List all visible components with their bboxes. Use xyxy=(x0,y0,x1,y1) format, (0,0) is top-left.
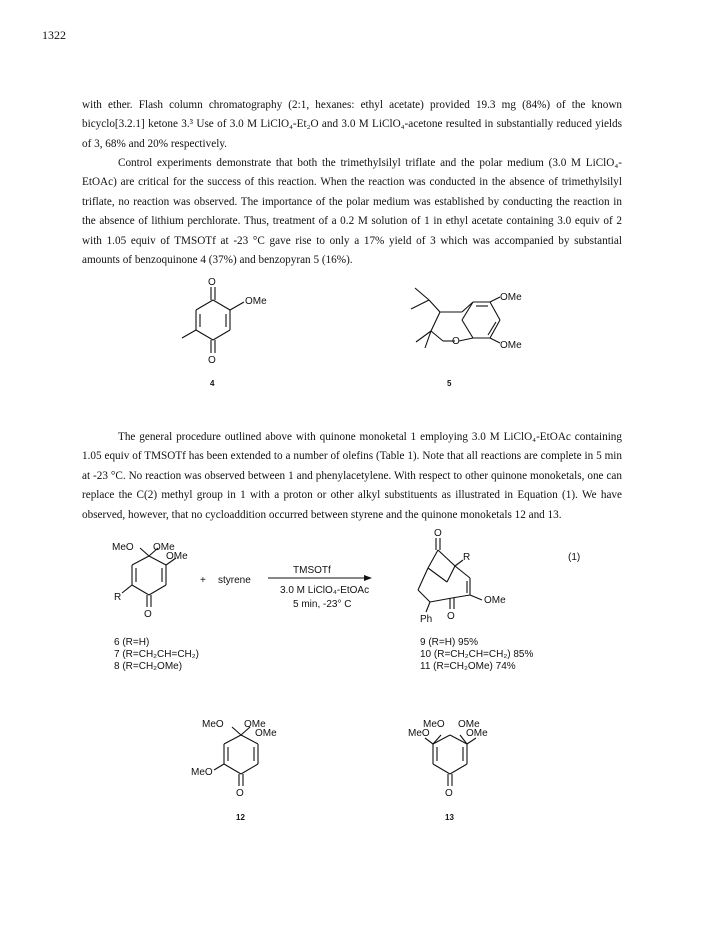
paragraph-1: with ether. Flash column chromatography (2:1, hexanes: ethyl acetate) provided 19.3 mg (84%) of the known bicyclo[3.2.1] ketone 3.³ Use of 3.0 M LiClO₄-Et₂O and 3.0 M LiClO₄-acetone resulted in substantially reduced yields of 3, 68% and 20% respectively. xyxy=(82,99,622,150)
c13-ome-1: OMe xyxy=(458,719,480,730)
c13-meo-2: MeO xyxy=(408,728,430,739)
c5-ome-top: OMe xyxy=(500,292,522,303)
c13-oxygen: O xyxy=(445,788,453,799)
compound-13-number: 13 xyxy=(445,813,454,822)
substrate-8: 8 (R=CH₂OMe) xyxy=(114,661,183,672)
c12-ome-1: OMe xyxy=(244,719,266,730)
reagent-tmsotf: TMSOTf xyxy=(293,565,331,576)
eq-prod-oxygen: O xyxy=(447,611,455,622)
eq-prod-r: R xyxy=(463,552,471,563)
compound-4-number: 4 xyxy=(210,379,215,388)
eq-sm-ome-2: OMe xyxy=(166,551,188,562)
eq-sm-r: R xyxy=(114,592,122,603)
page-number: 1322 xyxy=(42,28,66,42)
product-9: 9 (R=H) 95% xyxy=(420,637,479,648)
arrow-head xyxy=(364,575,372,581)
c5-ring-oxygen: O xyxy=(452,336,460,347)
compound-4-structure xyxy=(182,287,244,353)
paragraph-3: The general procedure outlined above with quinone monoketal 1 employing 3.0 M LiClO₄-EtOAc containing 1.05 equiv of TMSOTf has been extended to a number of olefins (Table 1). Note that all reactions are complete in 5 min at -23 °C. No reaction was observed between 1 and phenylacetylene. With respect to other quinone monoketals, one can replace the C(2) methyl group in 1 with a proton or other alkyl substituents as illustrated in Equation (1). We have observed, however, that no cycloaddition occurred between styrene and the quinone monoketals 12 and 13. xyxy=(82,431,622,521)
c4-ome: OMe xyxy=(245,296,267,307)
c13-ome-2: OMe xyxy=(466,728,488,739)
c4-bottom-oxygen: O xyxy=(208,355,216,366)
compound-12-number: 12 xyxy=(236,813,245,822)
plus-sign: + xyxy=(200,575,206,586)
bicyclo-product-structure xyxy=(418,538,482,612)
styrene-label: styrene xyxy=(218,575,251,586)
compound-5-number: 5 xyxy=(447,379,452,388)
eq-sm-meo: MeO xyxy=(112,542,134,553)
c12-ome-2: OMe xyxy=(255,728,277,739)
c12-meo-ring: MeO xyxy=(191,767,213,778)
eq-prod-ome: OMe xyxy=(484,595,506,606)
substrate-6: 6 (R=H) xyxy=(114,637,150,648)
condition-time-temp: 5 min, -23° C xyxy=(293,599,352,610)
compound-12-structure xyxy=(214,727,258,786)
equation-number: (1) xyxy=(568,552,581,563)
condition-solvent: 3.0 M LiClO₄-EtOAc xyxy=(280,585,370,596)
product-11: 11 (R=CH₂OMe) 74% xyxy=(420,661,516,672)
compound-13-structure xyxy=(425,735,476,786)
c12-meo: MeO xyxy=(202,719,224,730)
eq-prod-ph: Ph xyxy=(420,614,433,625)
c12-oxygen: O xyxy=(236,788,244,799)
substrate-7: 7 (R=CH₂CH=CH₂) xyxy=(114,649,199,660)
eq-sm-ome-1: OMe xyxy=(153,542,175,553)
eq-sm-oxygen: O xyxy=(144,609,152,620)
product-10: 10 (R=CH₂CH=CH₂) 85% xyxy=(420,649,534,660)
eq-prod-bridge-oxygen: O xyxy=(434,528,442,539)
paragraph-2: Control experiments demonstrate that both the trimethylsilyl triflate and the polar medium (3.0 M LiClO₄-EtOAc) are critical for the success of this reaction. When the reaction was conducted in the absence of trimethylsilyl triflate, no reaction was observed. The importance of the polar medium was established by conducting the reaction in the absence of lithium perchlorate. Thus, treatment of a 0.2 M solution of 1 in ethyl acetate containing 3.0 equiv of 2 with 1.05 equiv of TMSOTf at -23 °C gave rise to only a 17% yield of 3 which was accompanied by substantial amounts of benzoquinone 4 (37%) and benzopyran 5 (16%). xyxy=(82,157,622,267)
c13-meo-1: MeO xyxy=(423,719,445,730)
c5-ome-bottom: OMe xyxy=(500,340,522,351)
c4-top-oxygen: O xyxy=(208,277,216,288)
